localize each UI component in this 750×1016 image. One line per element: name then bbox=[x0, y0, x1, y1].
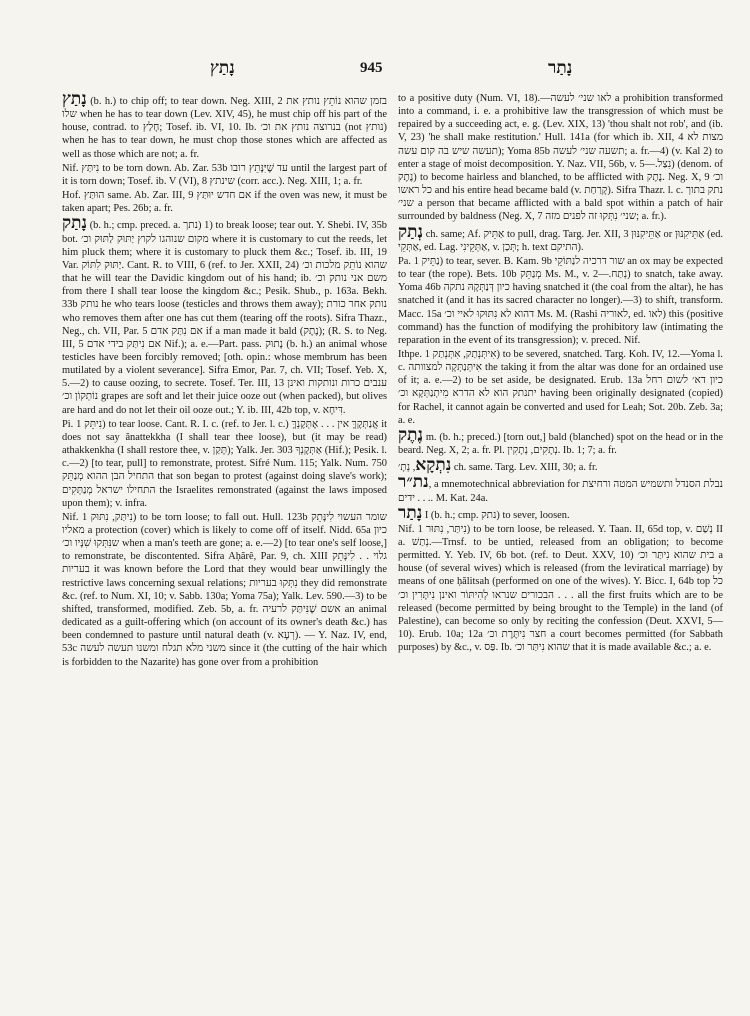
dictionary-entry bbox=[62, 511, 387, 669]
entry-text: Ithpe. אִיתְּנְתַק, אִתְּנְתַק 1) to be severed, snatched. Targ. Koh. IV, 12.—Yoma l. c. אִיתְּנַתְּקָה למצוותה the taking it from the altar was done for an ordained use of it; a. e.—2) to be set aside, be designated. Erub. 13a כיון דא׳ לשום רחל יתנתק הוא לא הדרא מִיתְנַתְּקָא וכ׳ having been originally designated (copied) for Rachel, it cannot again be converted and used for Leah; Sot. 20b. Zeb. 3a; a. e. bbox=[398, 348, 724, 426]
entry-text: Pa. נַתֵּיק 1) to tear, sever. B. Kam. 9b שור דרכיה לנַתּוֹקֵי an ox may be expected to tear (the rope). Bets. 10b מְנַתֵּק Ms. M., v. נְתַח.—2) to snatch, take away. Yoma 46b כיון דְּנַתְּקָהּ נתקה having snatched it (the coal from the altar), he has snatched it (and it has its sacred character no longer).—3) to shift, transform. Macc. 15a דהוא לא נִתּוּקוּ לאיי וכ׳ Ms. M. (Rashi לאוריה, ed. לאו) this (positive command) has the function of modifying the prohibitory law (intimating the reparation in the event of its transgression); v. preced. Nif. bbox=[398, 255, 724, 346]
entry-headword: נָתַק bbox=[62, 213, 87, 233]
entry-text: Hof. הוּתַּץ same. Ab. Zar. III, 9 אם חדש יוּתַּץ if the oven was new, it must be taken apart; Pes. 26b; a. fr. bbox=[62, 190, 387, 215]
dictionary-entry bbox=[62, 89, 388, 161]
dictionary-entry bbox=[62, 189, 387, 215]
entry-text: to a positive duty (Num. VI, 18).—לאו שני׳ לעשה a prohibition transformed into a command, i. e. a prohibitive law the transgression of which must be repaired by a succeeding act, e. g. (Lev. XIX, 13) 'thou shalt not rob', and (ib. V, 23) 'he shall make restitution.' Hull. 141a (for which ib. XII, 4 מצות לא תעשה שיש בה קום עשה); Yoma 85b תשעה שני׳ לעשה; a. fr.—4) (v. Kal 2) to enter a stage of moist decomposition. Y. Naz. VII, 56b, v. נִצַל.—5) (denom. of נֶתֶק) to become hairless and blanched, to be afflicted with נֶתֶק. Neg. X, 9 וכ׳ כל ראשו and his entire head became bald (v. קָרַחַת). Sifra Thazr. l. c. נתק בתוך שני׳ a person that became afflicted with a bald spot within a patch of hair surrounded by baldness (Neg. X, 7 שני׳ נִתְּקוּ זה לפנים מזה; a. fr.). bbox=[398, 93, 723, 223]
entry-headword: נְתַק bbox=[398, 221, 423, 241]
dictionary-entry bbox=[398, 472, 723, 504]
dictionary-entry bbox=[398, 221, 724, 254]
right-column bbox=[398, 92, 723, 654]
entry-text: , נְתָ׳ ch. same. Targ. Lev. XIII, 30; a. fr. bbox=[398, 462, 598, 474]
dictionary-entry bbox=[398, 455, 723, 475]
entry-headword: נָתַר bbox=[398, 502, 423, 522]
dictionary-entry bbox=[62, 162, 387, 188]
dictionary-entry bbox=[398, 424, 723, 457]
entry-text: (b. h.) to chip off; to tear down. Neg. XIII, 2 בזמן שהוא נוֹתֵץ נותץ את שלו when he has to tear down (Lev. XIV, 45), he must chip off his part of the house, contrad. to חָלַץ; Tosef. ib. VI, 10. Ib. בנרוצה נותץ את וכ׳ (not נותץ) when he has to tear down, he must chop those stones which are affected as well as those which are not; a. fr. bbox=[62, 96, 388, 160]
dictionary-entry bbox=[398, 502, 723, 522]
left-running-headword: נָתַץ bbox=[210, 58, 235, 77]
entry-text: ch. same; Af. אַתֵּיק to pull, drag. Targ. Jer. XII, 3 אַתֵּיקִנּוּן or אַתֵּיקִנּוּן (ed. אַתְּקֵי, ed. Lag. אַתְּקֵינִי, v. תְּכַן; h. text התיקם). bbox=[398, 228, 724, 253]
entry-headword: נָתַץ bbox=[62, 89, 87, 108]
dictionary-entry bbox=[398, 92, 723, 224]
dictionary-entry bbox=[398, 523, 723, 655]
dictionary-entry bbox=[62, 418, 387, 510]
entry-text: Nif. נִיתַּר, נִתּוּר 1) to be torn loose, be released. Y. Taan. II, 65d top, v. נְשַׁם II a. נְתַשׁ.—Trnsf. to be untied, released from an obligation; to become permitted. Y. Yeb. IV, 6b bot. (ref. to Deut. XXV, 10) בית שהוא נִיתַּר וכ׳ a house (of several wives) which is released (from the leviratical marriage) by means of one ḥălitsah (performed on one of the wives). Y. Bicc. I, 64b top כל הבכורים שנראו לְהִיתּוֹר ואינן נִיתָּרִין וכ׳ . . . all the first fruits which are to be released (become permitted by being brought to the Temple) in the land (of Palestine), can become so only by reciting the confession (Deut. XXVI, 5—10). Erub. 10a; 12a חצר נִיתֶּרֶת וכ׳ a court becomes permitted (for Sabbath purposes) by &c., v. פַּס. Ib. שהוא נִיתַּר וכ׳ that it is made available &c.; a. e. bbox=[398, 523, 724, 654]
entry-text: I (b. h.; cmp. נתק) to sever, loosen. bbox=[422, 509, 570, 521]
dictionary-entry bbox=[398, 348, 723, 427]
dictionary-entry bbox=[398, 255, 723, 347]
page-number: 945 bbox=[360, 60, 383, 76]
dictionary-entry bbox=[62, 213, 388, 416]
entry-headword: נִתְקָא bbox=[415, 455, 452, 475]
entry-text: m. (b. h.; preced.) [torn out,] bald (blanched) spot on the head or in the beard. Neg. X, 2; a. fr. Pl. נְתָקִים, נְתָקִין. Ib. 1; 7; a. fr. bbox=[398, 431, 723, 457]
entry-headword: נת״ר bbox=[398, 472, 429, 492]
entry-text: Nif. נִיתַּק, נִתּוּק 1) to be torn loose; to fall out. Hull. 123b שומר העשוי לִינָּתֵק מאליו a protection (cover) which is likely to come off of itself. Nidd. 65a כיון שנִּתְּקוּ שִׁנָּיו וכ׳ when a man's teeth are gone; a. e.—2) [to tear one's self loose,] to remonstrate, be discontented. Sifra Aḥărê, Par. 9, ch. XIII גלוי . . לִינָּתֵק בעריות it was known before the Lord that they would bear unwillingly the restrictive laws concerning sexual relations; נִתְּקוּ בעריות they did remonstrate &c. (ref. to Num. XI, 10; v. Sabb. 130a; Yoma 75a); Yalk. Lev. 590.—3) to be shifted, transformed, modified. Zeb. 5b, a. fr. אשם שֶׁנִּיתַּק לרעיה an animal dedicated as a guilt-offering which (on account of its owner's death &c.) has been condemned to pasture until natural death (v. רְעָא). — Y. Naz. IV, end, 53c משני מלא תגלח ומשנו תעשה לעשה since it (the cutting of the hair which is forbidden to the Nazarite) has gone over from a prohibition bbox=[62, 511, 388, 668]
page-header bbox=[0, 58, 750, 80]
entry-text: , a mnemotechnical abbreviation for נבלת הסנדל ותשמיש המטה ורחיצת ידים . . .. M. Kat. 24a. bbox=[398, 479, 723, 504]
entry-text: Nif. נִיתַּץ to be torn down. Ab. Zar. 53b עד שֶׁיִּנָּתֵץ רובו until the largest part of it is torn down; Tosef. ib. V (VI), 8 שינתץ (corr. acc.). Neg. XIII, 1; a. fr. bbox=[62, 162, 387, 187]
entry-text: (b. h.; cmp. preced. a. נתך) 1) to break loose; tear out. Y. Shebi. IV, 35b bot. מקום שנוהגו לקוץ יַתּוּק לַתּוּק וכ׳ where it is customary to cut the reeds, let him pluck them; where it is customary to pluck them &c.; Tosef. ib. III, 19 Var. יַתּוּק לִתּוֹק. Cant. R. to VIII, 6 (ref. to Jer. XXII, 24) שהוא נוֹתֵק מלכות וכ׳ that he will tear the Davidic kingdom out of his hand; ib. משם אני נותק וכ׳ from there I shall tear loose the kingdom &c.; Pesik. Shub., p. 163a. Bekh. 33b נותק he who tears loose (testicles and throws them away); נותק אחר כורת who removes them after one has cut them (tearing off the roots). Sifra Thazr., Neg., ch. VII, Par. 5 אם נִתַּק אדם if a man made it bald (נֶתֶק); (R. S. to Neg. III, 5 אם נִיתַּק בידי אדם Nif.); a. e.—Part. pass. נָתוּק (b. h.) an animal whose testicles have been forcibly removed; [oth. opin.: whose membrum has been mutilated by a violent severance]. Sifra Emor, Par. 7, ch. VII; Tosef. Yeb. X, 5.—2) to cause oozing, to secrete. Tosef. Ter. III, 13 ענבים כרות ונותקות ואינן נוֹתְקוֹן וכ׳ grapes are soft and let their juice ooze out (when packed), but olives are hard and do not let their oil ooze out.; Y. ib. III, 42b top, v. דִּיחָא. bbox=[62, 220, 388, 416]
right-running-headword: נָתַר bbox=[548, 58, 573, 77]
entry-text: Pi. נִיתֵּק 1) to tear loose. Cant. R. I. c. (ref. to Jer. l. c.) אֲנַתְּקֶךָּ אין . . . אֶתְּקֶנְךָּ it does not say ănattekkha (I shall tear thee loose), but (it may be read) athakkenkha (I shall restore thee, v. תָּקַן); Yalk. Jer. 303 אַתְּקֶנְךָ (Hif.); Pesik. l. c.—2) [to tear, pull] to remonstrate, protest. Sifré Num. 115; Yalk. Num. 750 התחיל הבן ההוא מְנַתֵּק that son began to protest (against doing slave's work); התחילו ישראל מְנַתְּקִים the Israelites remonstrated (against the laws imposed upon them); v. infra. bbox=[62, 418, 388, 509]
entry-headword: נֶתֶק bbox=[398, 424, 423, 444]
left-column bbox=[62, 89, 388, 669]
